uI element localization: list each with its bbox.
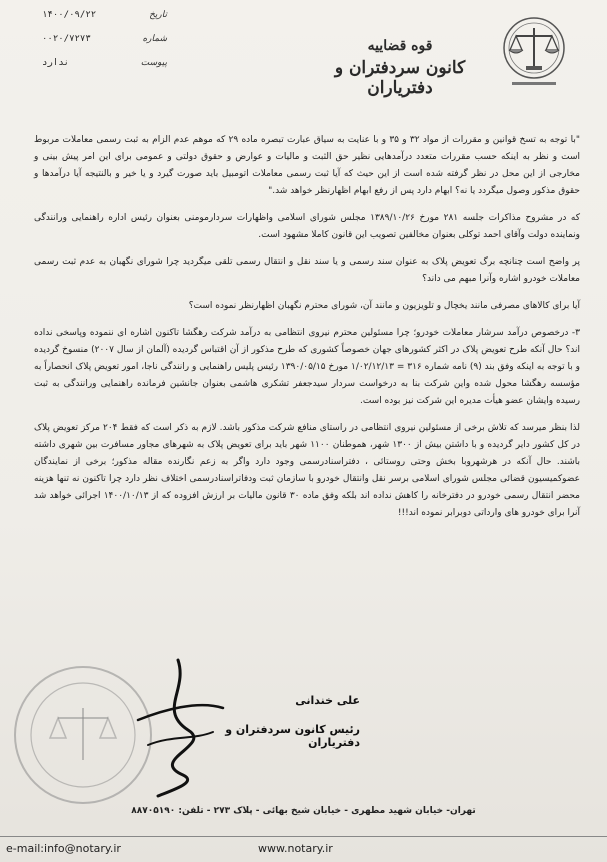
footer-divider: [0, 836, 607, 837]
paragraph-3: پر واضح است چنانچه برگ تعويض پلاک به عنوان سند رسمی و يا سند نقل و انتقال رسمی تلقی میگرديد چرا شورای نگهبان به عدم ثبت رسمی معاملات خودرو اشاره وآنرا مبهم می داند؟: [34, 257, 580, 284]
footer-email[interactable]: e-mail:info@notary.ir: [6, 842, 121, 855]
attachment-label: پیوست: [140, 58, 167, 68]
number-label: شماره: [142, 34, 167, 44]
paragraph-6: لذا بنظر میرسد كه تلاش برخی از مسئولين نيروی انتظامی در راستای منافع شركت مذكور باشد. لازم به ذكر است كه فقط ۲۰۴ مركز تعويض پلاک در كل كشور داير گرديده و با داشتن بيش از ۱۳۰۰ شهر، هموطنان ۱۱۰۰ شهر بايد برای تعويض پلاک به شهرهای مجاور مسافرت بين شهری داشته باشند. حال آنكه در هرشهروبا بخش وحتی روستائی ، دفتراسنادرسمی وجود دارد واگر به زعم نگارنده مقاله مذكور؛ برخی از نمايندگان عضوكميسيون قضائی مجلس شورای اسلامی برسر نقل وانتقال خودرو با سازمان ثبت ودفاتراسنادرسمی اختلاف نظر دارد چرا تاكنون نه تنها هزينه محضر انتقال رسمی خودرو در دفترخانه را كاهش نداده اند بلكه وفق ماده ۳۰ قانون ماليات بر ارزش افزوده كه از ۱۴۰۰/۱۰/۱۳ اجرائی خواهد شد آنرا برای خودرو های وارداتی دوبرابر نموده اند!!!: [34, 423, 580, 518]
number-row: [42, 34, 167, 58]
paragraph-4: آيا برای كالاهای مصرفی مانند يخچال و تلويزيون و مانند آن، شورای محترم نگهبان اظهارنظر نموده است؟: [188, 301, 580, 311]
paragraph-1: "با توجه به تسخ قوانين و مقررات از مواد ۳۲ و ۳۵ و با عنايت به سياق عبارت تبصره ماده ۲۹ كه موهم عدم الزام به ثبت رسمی معاملات مربوط است و نظر به اينكه حسب مقررات متعدد درآمدهایی نظير حق الثبت و ماليات و عوارض و حقوق دولتی و عمومی برای اين امر پيش بينی و مخارجی از اين محل در نظر گرفته شده است از اين حيث كه آيا ثبت رسمی معاملات اتومبيل بايد صورت گيرد و يا خير و بالنتيجه آيا درآمدها و حقوق مذكور وصول ميگردد يا نه؟ ابهام دارد پس از رفع ابهام اظهارنظر خواهد شد.": [34, 135, 580, 196]
letter-body: [34, 132, 580, 532]
organization-heading: [300, 38, 500, 98]
paragraph-5: ۳- درخصوص درآمد سرشار معاملات خودرو؛ چرا مسئولين محترم نيروی انتظامی به درآمد شركت رهگشا تاكنون اشاره ای ننموده وپاسخی نداده اند؟ حال آنكه طرح تعويض پلاک در اكثر كشورهای جهان خصوصاً كشوری كه طرح مذكور از آن اقتباس گرديده (آلمان از سال ۲۰۰۷) منسوخ گرديده و با توجه به اينكه وفق بند (۹) نامه شماره ۳۱۶ = ۱/۰۲/۱۲/۱۳ مورخ ۱۳۹۰/۰۵/۱۵ رئيس پليس راهنمايی و رانندگی ناجا، امور تعويض پلاک انحصاراً به مؤسسه رهگشا محول شده واين شركت بنا به درخواست سردار سيدجعفر تشكری هاشمی بعنوان جانشين فرمانده راهنمايی ورانندگی به ثبت رسيده وايشان عضو هيأت مديره اين شركت نيز بوده است.: [34, 328, 580, 406]
scales-of-justice-icon: [496, 12, 572, 92]
number-value: ۰۰۲۰/۷۲۷۳: [42, 34, 91, 44]
footer-address: تهران- خيابان شهيد مطهری - خيابان شيخ بهائی - پلاک ۲۷۳ - تلفن: ۸۸۷۰۵۱۹۰: [131, 806, 476, 816]
signature-block: [190, 694, 360, 749]
organization-parent: قوه قضاییه: [367, 38, 433, 54]
footer-website[interactable]: www.notary.ir: [258, 842, 333, 855]
date-row: [42, 10, 167, 34]
organization-name: کانون سردفتران و دفترياران: [334, 58, 466, 98]
date-label: تاریخ: [149, 10, 167, 20]
signatory-name: علی خندانی: [295, 694, 360, 707]
signatory-title: رئيس كانون سردفتران و دفترياران: [225, 723, 360, 749]
paragraph-2: كه در مشروح مذاكرات جلسه ۲۸۱ مورخ ۱۳۸۹/۱۰/۲۶ مجلس شورای اسلامی واظهارات سردارمومنی بعنوان رئيس اداره راهنمايی ورانندگی ونماينده دولت وآقای احمد توكلی بعنوان مخالفين تصويب اين قانون كاملا مشهود است.: [34, 213, 581, 240]
attachment-value: ندارد: [42, 58, 70, 68]
date-value: ۱۴۰۰/۰۹/۲۲: [42, 10, 97, 20]
letter-meta: [42, 10, 167, 82]
attachment-row: [42, 58, 167, 82]
